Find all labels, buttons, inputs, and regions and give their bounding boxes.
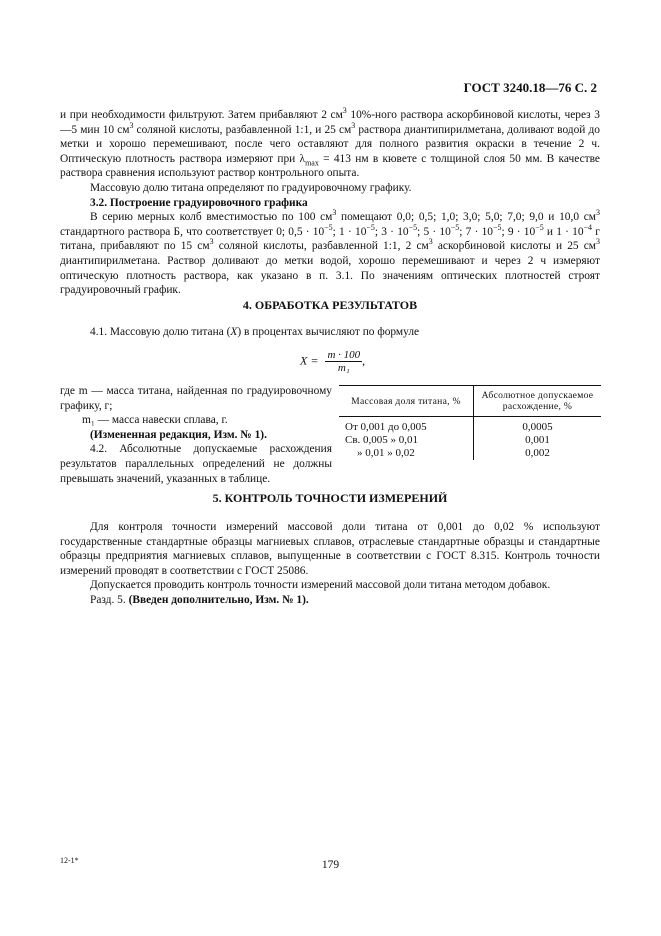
where-m1: m₁ — масса навески сплава, г. [82, 414, 228, 427]
formula: X = $\frac{m \cdot 100}{\text{m₁}}$ , [300, 349, 366, 374]
table-row: » 0,01 » 0,02 0,002 [339, 447, 601, 460]
paragraph-3-1-note: Массовую долю титана определяют по градуировочному графику. [90, 181, 412, 194]
amendment-note-5: Разд. 5. (Введен дополнительно, Изм. № 1). [90, 593, 309, 606]
table-header-tolerance: Абсолютное допускаемое расхождение, % [474, 386, 602, 417]
subheading-3-2: 3.2. Построение градуировочного графика [90, 196, 308, 209]
table-row: От 0,001 до 0,005 0,0005 [339, 417, 601, 435]
paragraph-3-1-continuation: и при необходимости фильтруют. Затем прибавляют 2 $см^3$ 10%-ного раствора аскорбиновой кислоты, через 3—5 мин 10 $см^3$ соляной кислоты, разбавленной 1:1, и 25 $см^3$ раствора диантипирилметана, доливают водой до метки и хорошо перемешивают, после чего оставляют для полного развития окраски в течение 2 ч. Оптическую плотность раствора измеряют при $\lambda_{max} = 413$ нм в кювете с толщиной слоя 50 мм. В качестве раствора сравнения используют раствор контрольного опыта. [60, 106, 600, 180]
table-header-fraction: Массовая доля титана, % [339, 386, 474, 417]
where-m: где m — масса титана, найденная по градуировочному графику, г; [60, 385, 332, 412]
footer-code: 12-1* [60, 856, 79, 865]
tolerance-table [339, 385, 601, 460]
amendment-note-4-1: (Измененная редакция, Изм. № 1). [90, 428, 267, 441]
section-3-body [60, 108, 600, 298]
section-5-body [60, 520, 600, 608]
paragraph-5-1: Для контроля точности измерений массовой доли титана от 0,001 до 0,02 % используют государственные стандартные образцы магниевых сплавов, отраслевые стандартные образцы и стандартные образцы предприятия магниевых сплавов, выпущенные в соответствии с ГОСТ 8.315. Контроль точности измерений проводят в соответствии с ГОСТ 25086. [60, 521, 600, 577]
paragraph-4-2: 4.2. Абсолютные допускаемые расхождения результатов параллельных определений не должны превышать значений, указанных в таблице. [60, 443, 332, 485]
page-number: 179 [321, 859, 340, 871]
paragraph-5-2: Допускается проводить контроль точности измерений массовой доли титана методом добавок. [90, 579, 551, 592]
section-5-heading: 5. КОНТРОЛЬ ТОЧНОСТИ ИЗМЕРЕНИЙ [212, 491, 448, 505]
section-4-heading: 4. ОБРАБОТКА РЕЗУЛЬТАТОВ [242, 298, 418, 312]
paragraph-3-2: В серию мерных колб вместимостью по 100 $см^3$ помещают 0,0; 0,5; 1,0; 3,0; 5,0; 7,0; 9,0 и 10,0 $см^3$ стандартного раствора Б, что соответствует 0; $0,5 \cdot 10^{-5}$; $1 \cdot 10^{-5}$; $3 \cdot 10^{-5}$; $5 \cdot 10^{-5}$; $7 \cdot 10^{-5}$; $9 \cdot 10^{-5}$ и $1 \cdot 10^{-4}$ г титана, прибавляют по 15 $см^3$ соляной кислоты, разбавленной 1:1, 2 $см^3$ аскорбиновой кислоты и 25 $см^3$ диантипирилметана. Раствор доливают до метки водой, хорошо перемешивают и через 2 ч измеряют оптическую плотность раствора, как указано в п. 3.1. По значениям оптических плотностей строят градуировочный график. [60, 208, 601, 297]
page-header: ГОСТ 3240.18—76 С. 2 [463, 80, 597, 95]
paragraph-4-1: 4.1. Массовую долю титана (X) в процентах вычисляют по формуле [90, 326, 420, 338]
table-row: Св. 0,005 » 0,01 0,001 [339, 434, 601, 447]
section-4-left-column [60, 384, 332, 486]
